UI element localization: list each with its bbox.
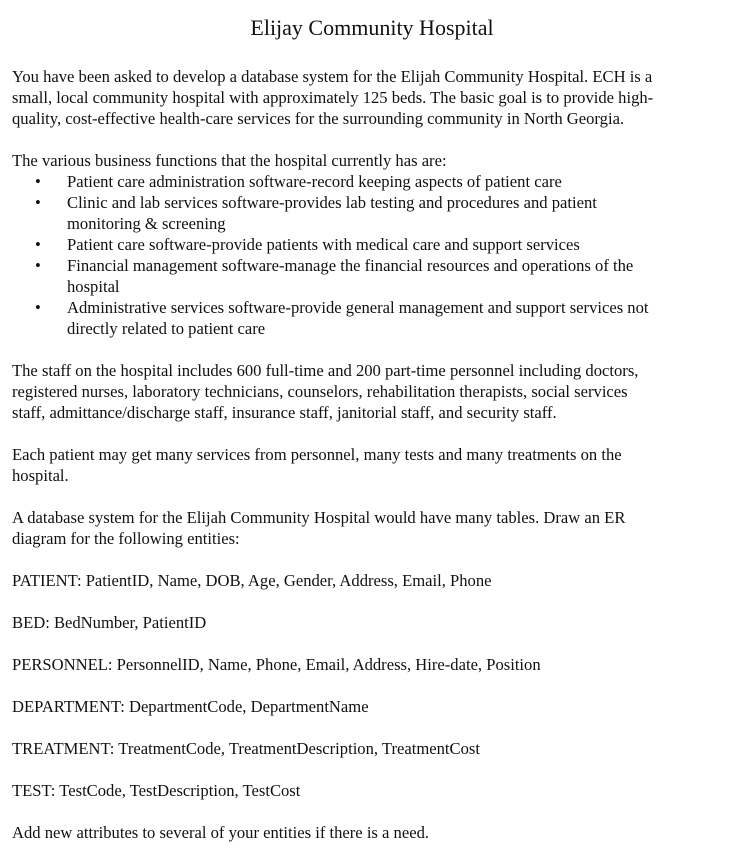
text-line: PERSONNEL: PersonnelID, Name, Phone, Email, Address, Hire-date, Position (12, 655, 541, 674)
text-line: BED: BedNumber, PatientID (12, 613, 207, 632)
intro-paragraph (12, 66, 736, 129)
bullet-icon: • (35, 298, 41, 317)
entity-patient (12, 570, 736, 591)
text-line: directly related to patient care (67, 319, 266, 338)
task-paragraph (12, 507, 736, 549)
bullet-icon: • (35, 256, 41, 275)
text-line: Administrative services software-provide general management and support services not (67, 298, 649, 317)
text-line: Clinic and lab services software-provides lab testing and procedures and patient (67, 193, 597, 212)
text-line: Patient care software-provide patients with medical care and support services (67, 235, 580, 254)
text-line: The various business functions that the hospital currently has are: (12, 151, 447, 170)
functions-list (12, 171, 736, 339)
list-item (12, 192, 736, 234)
closing-paragraph (12, 822, 736, 843)
text-line: DEPARTMENT: DepartmentCode, DepartmentName (12, 697, 369, 716)
staff-paragraph (12, 360, 736, 423)
text-line: hospital (67, 277, 120, 296)
document-body (12, 66, 736, 864)
text-line: quality, cost-effective health-care services for the surrounding community in North Georgia. (12, 109, 625, 128)
text-line: small, local community hospital with approximately 125 beds. The basic goal is to provide high- (12, 88, 654, 107)
bullet-icon: • (35, 235, 41, 254)
entity-treatment (12, 738, 736, 759)
bullet-icon: • (35, 172, 41, 191)
list-item (12, 234, 736, 255)
text-line: Each patient may get many services from personnel, many tests and many treatments on the (12, 445, 622, 464)
list-item (12, 297, 736, 339)
services-paragraph (12, 444, 736, 486)
entity-department (12, 696, 736, 717)
text-line: registered nurses, laboratory technicians, counselors, rehabilitation therapists, social services (12, 382, 628, 401)
entity-bed (12, 612, 736, 633)
text-line: You have been asked to develop a database system for the Elijah Community Hospital. ECH is a (12, 67, 653, 86)
text-line: TEST: TestCode, TestDescription, TestCost (12, 781, 301, 800)
text-line: The staff on the hospital includes 600 full-time and 200 part-time personnel including doctors, (12, 361, 639, 380)
text-line: Patient care administration software-record keeping aspects of patient care (67, 172, 562, 191)
entity-test (12, 780, 736, 801)
text-line: A database system for the Elijah Community Hospital would have many tables. Draw an ER (12, 508, 626, 527)
text-line: hospital. (12, 466, 69, 485)
entity-personnel (12, 654, 736, 675)
text-line: monitoring & screening (67, 214, 226, 233)
list-item (12, 255, 736, 297)
text-line: Add new attributes to several of your entities if there is a need. (12, 823, 430, 842)
text-line: TREATMENT: TreatmentCode, TreatmentDescription, TreatmentCost (12, 739, 480, 758)
functions-heading (12, 150, 736, 171)
text-line: Financial management software-manage the financial resources and operations of the (67, 256, 634, 275)
text-line: PATIENT: PatientID, Name, DOB, Age, Gender, Address, Email, Phone (12, 571, 492, 590)
bullet-icon: • (35, 193, 41, 212)
text-line: diagram for the following entities: (12, 529, 240, 548)
document-title: Elijay Community Hospital (250, 15, 494, 40)
text-line: staff, admittance/discharge staff, insurance staff, janitorial staff, and security staff. (12, 403, 557, 422)
list-item (12, 171, 736, 192)
